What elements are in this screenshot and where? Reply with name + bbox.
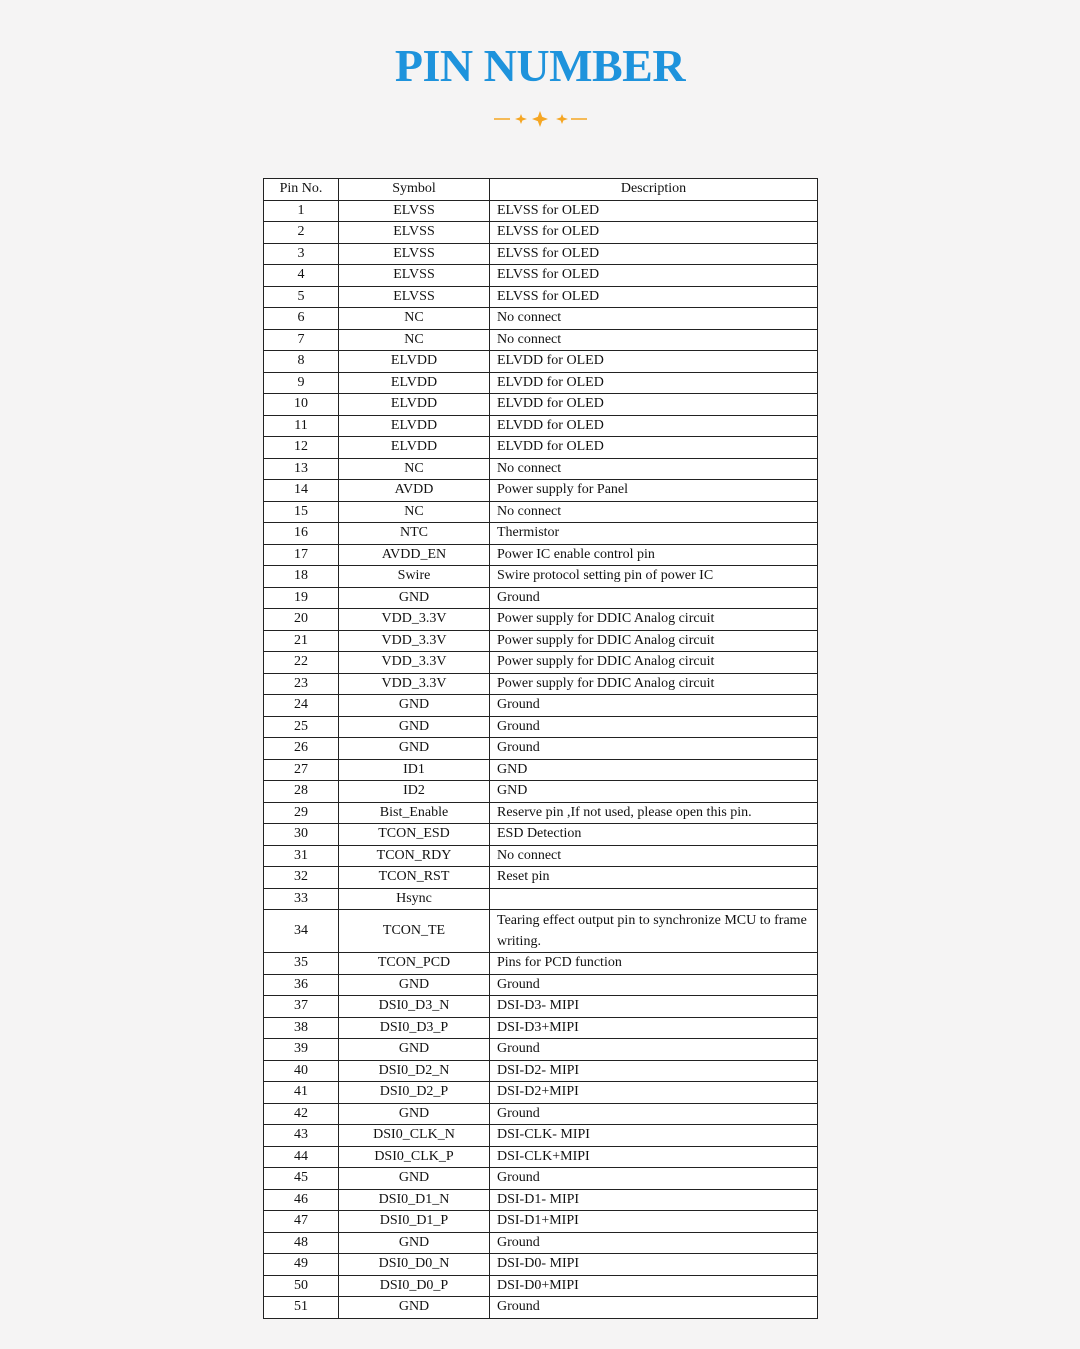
- table-row: [264, 953, 818, 975]
- description-cell: Ground: [490, 716, 818, 738]
- pin-number-cell: 47: [264, 1211, 339, 1233]
- description-cell: DSI-D3- MIPI: [490, 996, 818, 1018]
- pin-number-cell: 28: [264, 781, 339, 803]
- pin-number-cell: 22: [264, 652, 339, 674]
- table-row: [264, 1146, 818, 1168]
- table-row: [264, 673, 818, 695]
- description-cell: DSI-D1- MIPI: [490, 1189, 818, 1211]
- description-cell: ELVSS for OLED: [490, 222, 818, 244]
- symbol-cell: GND: [339, 716, 490, 738]
- pin-number-cell: 32: [264, 867, 339, 889]
- table-row: [264, 695, 818, 717]
- description-cell: DSI-D1+MIPI: [490, 1211, 818, 1233]
- table-row: [264, 523, 818, 545]
- description-cell: No connect: [490, 308, 818, 330]
- description-cell: Tearing effect output pin to synchronize MCU to frame writing.: [490, 910, 818, 953]
- table-row: [264, 1168, 818, 1190]
- symbol-cell: VDD_3.3V: [339, 609, 490, 631]
- description-cell: Power IC enable control pin: [490, 544, 818, 566]
- description-cell: Swire protocol setting pin of power IC: [490, 566, 818, 588]
- symbol-cell: NC: [339, 501, 490, 523]
- description-cell: Ground: [490, 1297, 818, 1319]
- symbol-cell: AVDD_EN: [339, 544, 490, 566]
- table-row: [264, 1060, 818, 1082]
- pin-number-cell: 7: [264, 329, 339, 351]
- table-row: [264, 329, 818, 351]
- pin-number-cell: 36: [264, 974, 339, 996]
- table-row: [264, 652, 818, 674]
- table-row: [264, 243, 818, 265]
- pin-number-cell: 16: [264, 523, 339, 545]
- symbol-cell: DSI0_CLK_P: [339, 1146, 490, 1168]
- table-row: [264, 1017, 818, 1039]
- table-row: [264, 286, 818, 308]
- description-cell: Power supply for DDIC Analog circuit: [490, 652, 818, 674]
- table-row: [264, 867, 818, 889]
- table-row: [264, 1254, 818, 1276]
- pin-number-cell: 3: [264, 243, 339, 265]
- table-row: [264, 308, 818, 330]
- symbol-cell: DSI0_D0_P: [339, 1275, 490, 1297]
- description-cell: Ground: [490, 695, 818, 717]
- symbol-cell: GND: [339, 1103, 490, 1125]
- pin-number-cell: 46: [264, 1189, 339, 1211]
- symbol-cell: AVDD: [339, 480, 490, 502]
- table-row: [264, 1297, 818, 1319]
- pin-number-cell: 24: [264, 695, 339, 717]
- table-row: [264, 544, 818, 566]
- symbol-cell: Swire: [339, 566, 490, 588]
- description-cell: Ground: [490, 974, 818, 996]
- description-cell: Power supply for Panel: [490, 480, 818, 502]
- pin-table: [263, 178, 818, 1319]
- symbol-cell: GND: [339, 1039, 490, 1061]
- symbol-cell: VDD_3.3V: [339, 673, 490, 695]
- table-row: [264, 265, 818, 287]
- table-row: [264, 566, 818, 588]
- table-row: [264, 1189, 818, 1211]
- symbol-cell: Hsync: [339, 888, 490, 910]
- symbol-cell: DSI0_D1_P: [339, 1211, 490, 1233]
- description-cell: ELVDD for OLED: [490, 372, 818, 394]
- pin-number-cell: 1: [264, 200, 339, 222]
- symbol-cell: DSI0_D0_N: [339, 1254, 490, 1276]
- description-cell: Power supply for DDIC Analog circuit: [490, 609, 818, 631]
- table-row: [264, 437, 818, 459]
- pin-number-cell: 25: [264, 716, 339, 738]
- pin-number-cell: 17: [264, 544, 339, 566]
- symbol-cell: ELVDD: [339, 351, 490, 373]
- pin-number-cell: 31: [264, 845, 339, 867]
- description-cell: GND: [490, 759, 818, 781]
- description-cell: ELVDD for OLED: [490, 351, 818, 373]
- pin-number-cell: 26: [264, 738, 339, 760]
- pin-number-cell: 37: [264, 996, 339, 1018]
- pin-number-cell: 51: [264, 1297, 339, 1319]
- header-symbol: Symbol: [339, 179, 490, 201]
- table-row: [264, 394, 818, 416]
- description-cell: Ground: [490, 1039, 818, 1061]
- table-row: [264, 824, 818, 846]
- pin-number-cell: 45: [264, 1168, 339, 1190]
- description-cell: ELVSS for OLED: [490, 200, 818, 222]
- symbol-cell: DSI0_D3_P: [339, 1017, 490, 1039]
- description-cell: ELVDD for OLED: [490, 437, 818, 459]
- symbol-cell: ID2: [339, 781, 490, 803]
- table-header-row: [264, 179, 818, 201]
- symbol-cell: DSI0_D3_N: [339, 996, 490, 1018]
- table-row: [264, 1082, 818, 1104]
- table-row: [264, 1125, 818, 1147]
- table-row: [264, 716, 818, 738]
- symbol-cell: DSI0_D2_N: [339, 1060, 490, 1082]
- symbol-cell: ELVSS: [339, 222, 490, 244]
- symbol-cell: ELVDD: [339, 437, 490, 459]
- description-cell: Ground: [490, 738, 818, 760]
- pin-number-cell: 48: [264, 1232, 339, 1254]
- symbol-cell: ELVSS: [339, 286, 490, 308]
- table-row: [264, 415, 818, 437]
- pin-number-cell: 40: [264, 1060, 339, 1082]
- pin-number-cell: 5: [264, 286, 339, 308]
- pin-number-cell: 13: [264, 458, 339, 480]
- pin-number-cell: 18: [264, 566, 339, 588]
- pin-number-cell: 11: [264, 415, 339, 437]
- description-cell: No connect: [490, 329, 818, 351]
- symbol-cell: GND: [339, 1297, 490, 1319]
- table-row: [264, 480, 818, 502]
- pin-number-cell: 14: [264, 480, 339, 502]
- description-cell: [490, 888, 818, 910]
- table-row: [264, 738, 818, 760]
- table-row: [264, 1103, 818, 1125]
- table-row: [264, 802, 818, 824]
- symbol-cell: NC: [339, 458, 490, 480]
- header-description: Description: [490, 179, 818, 201]
- symbol-cell: DSI0_CLK_N: [339, 1125, 490, 1147]
- pin-number-cell: 38: [264, 1017, 339, 1039]
- description-cell: Pins for PCD function: [490, 953, 818, 975]
- symbol-cell: NC: [339, 308, 490, 330]
- symbol-cell: GND: [339, 1168, 490, 1190]
- table-row: [264, 200, 818, 222]
- description-cell: Reset pin: [490, 867, 818, 889]
- page-title: PIN NUMBER: [394, 40, 686, 91]
- pin-number-cell: 33: [264, 888, 339, 910]
- table-row: [264, 1211, 818, 1233]
- pin-number-cell: 42: [264, 1103, 339, 1125]
- diamond-stars-divider-icon: [490, 104, 590, 134]
- pin-number-cell: 15: [264, 501, 339, 523]
- table-row: [264, 1232, 818, 1254]
- table-row: [264, 845, 818, 867]
- pin-number-cell: 39: [264, 1039, 339, 1061]
- table-row: [264, 1275, 818, 1297]
- pin-number-cell: 41: [264, 1082, 339, 1104]
- symbol-cell: DSI0_D2_P: [339, 1082, 490, 1104]
- description-cell: No connect: [490, 845, 818, 867]
- pin-number-cell: 35: [264, 953, 339, 975]
- symbol-cell: ID1: [339, 759, 490, 781]
- pin-number-cell: 2: [264, 222, 339, 244]
- symbol-cell: ELVSS: [339, 265, 490, 287]
- symbol-cell: TCON_PCD: [339, 953, 490, 975]
- pin-number-cell: 21: [264, 630, 339, 652]
- description-cell: Power supply for DDIC Analog circuit: [490, 630, 818, 652]
- description-cell: DSI-D2+MIPI: [490, 1082, 818, 1104]
- pin-number-cell: 34: [264, 910, 339, 953]
- pin-number-cell: 27: [264, 759, 339, 781]
- symbol-cell: TCON_ESD: [339, 824, 490, 846]
- table-row: [264, 910, 818, 953]
- table-row: [264, 458, 818, 480]
- description-cell: DSI-CLK- MIPI: [490, 1125, 818, 1147]
- symbol-cell: VDD_3.3V: [339, 630, 490, 652]
- pin-number-cell: 6: [264, 308, 339, 330]
- description-cell: Ground: [490, 1232, 818, 1254]
- symbol-cell: GND: [339, 587, 490, 609]
- description-cell: ELVSS for OLED: [490, 265, 818, 287]
- symbol-cell: ELVDD: [339, 372, 490, 394]
- symbol-cell: NC: [339, 329, 490, 351]
- symbol-cell: ELVSS: [339, 200, 490, 222]
- pin-number-cell: 8: [264, 351, 339, 373]
- pin-number-cell: 29: [264, 802, 339, 824]
- description-cell: GND: [490, 781, 818, 803]
- table-row: [264, 888, 818, 910]
- pin-number-cell: 4: [264, 265, 339, 287]
- pin-number-cell: 19: [264, 587, 339, 609]
- description-cell: No connect: [490, 501, 818, 523]
- description-cell: Ground: [490, 1168, 818, 1190]
- pin-number-cell: 20: [264, 609, 339, 631]
- pin-number-cell: 50: [264, 1275, 339, 1297]
- description-cell: DSI-CLK+MIPI: [490, 1146, 818, 1168]
- symbol-cell: DSI0_D1_N: [339, 1189, 490, 1211]
- table-row: [264, 222, 818, 244]
- symbol-cell: NTC: [339, 523, 490, 545]
- symbol-cell: Bist_Enable: [339, 802, 490, 824]
- description-cell: DSI-D0- MIPI: [490, 1254, 818, 1276]
- table-row: [264, 351, 818, 373]
- pin-number-cell: 23: [264, 673, 339, 695]
- table-row: [264, 587, 818, 609]
- description-cell: Thermistor: [490, 523, 818, 545]
- description-cell: ELVDD for OLED: [490, 415, 818, 437]
- description-cell: Ground: [490, 1103, 818, 1125]
- pin-number-cell: 10: [264, 394, 339, 416]
- symbol-cell: GND: [339, 974, 490, 996]
- description-cell: ELVSS for OLED: [490, 286, 818, 308]
- symbol-cell: GND: [339, 738, 490, 760]
- table-body: [264, 200, 818, 1318]
- symbol-cell: VDD_3.3V: [339, 652, 490, 674]
- symbol-cell: TCON_TE: [339, 910, 490, 953]
- description-cell: Reserve pin ,If not used, please open this pin.: [490, 802, 818, 824]
- description-cell: ELVSS for OLED: [490, 243, 818, 265]
- pin-number-cell: 43: [264, 1125, 339, 1147]
- table-row: [264, 974, 818, 996]
- symbol-cell: ELVDD: [339, 415, 490, 437]
- description-cell: ELVDD for OLED: [490, 394, 818, 416]
- table-row: [264, 996, 818, 1018]
- pin-number-cell: 49: [264, 1254, 339, 1276]
- symbol-cell: GND: [339, 695, 490, 717]
- table-row: [264, 759, 818, 781]
- description-cell: DSI-D0+MIPI: [490, 1275, 818, 1297]
- table-row: [264, 501, 818, 523]
- pin-number-cell: 12: [264, 437, 339, 459]
- symbol-cell: ELVSS: [339, 243, 490, 265]
- description-cell: DSI-D3+MIPI: [490, 1017, 818, 1039]
- table-row: [264, 609, 818, 631]
- pin-number-cell: 44: [264, 1146, 339, 1168]
- description-cell: ESD Detection: [490, 824, 818, 846]
- pin-number-cell: 30: [264, 824, 339, 846]
- pin-number-cell: 9: [264, 372, 339, 394]
- header-pin-no: Pin No.: [264, 179, 339, 201]
- description-cell: No connect: [490, 458, 818, 480]
- symbol-cell: TCON_RST: [339, 867, 490, 889]
- table-row: [264, 1039, 818, 1061]
- table-row: [264, 630, 818, 652]
- description-cell: Ground: [490, 587, 818, 609]
- symbol-cell: ELVDD: [339, 394, 490, 416]
- symbol-cell: GND: [339, 1232, 490, 1254]
- description-cell: Power supply for DDIC Analog circuit: [490, 673, 818, 695]
- symbol-cell: TCON_RDY: [339, 845, 490, 867]
- description-cell: DSI-D2- MIPI: [490, 1060, 818, 1082]
- table-row: [264, 781, 818, 803]
- table-row: [264, 372, 818, 394]
